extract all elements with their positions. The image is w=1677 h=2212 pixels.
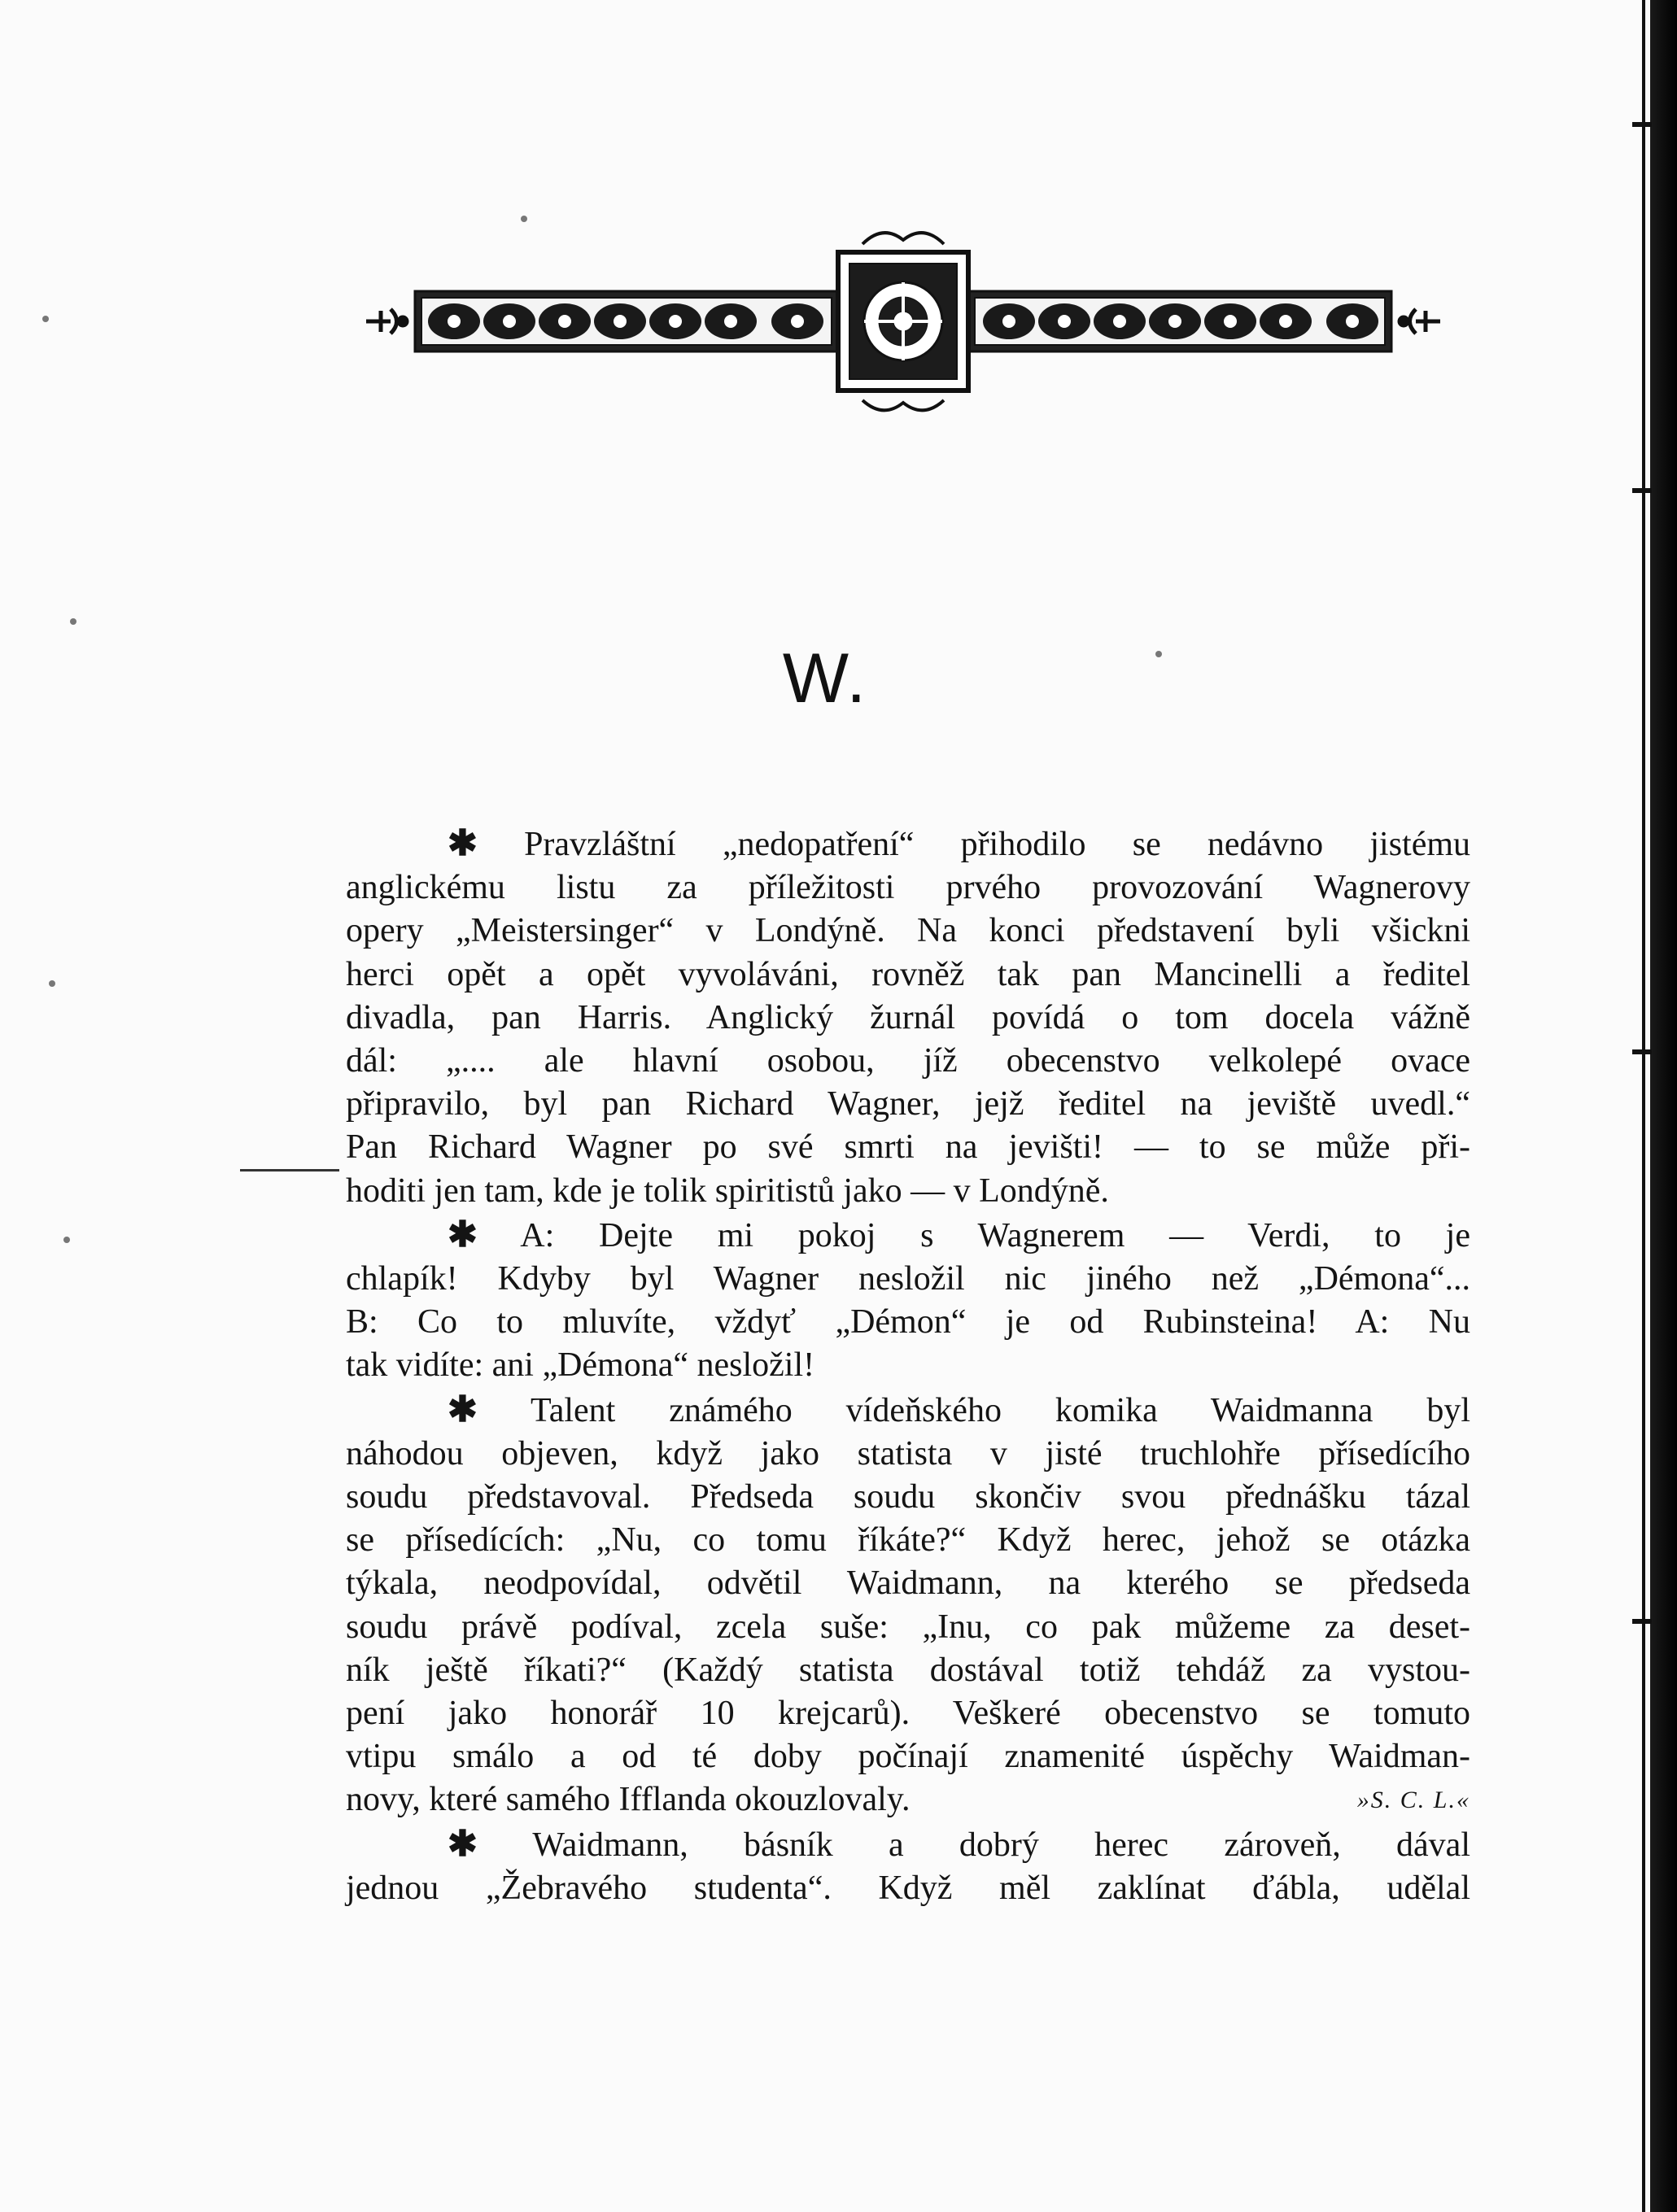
scan-speck (49, 980, 55, 987)
text-line: vtipu smálo a od té doby počínají znamenité úspěchy Waidman- (346, 1738, 1470, 1776)
asterisk-icon: ✱ (448, 1389, 478, 1429)
page-edge-tick (1632, 1619, 1652, 1624)
text-line: hoditi jen tam, kde je tolik spiritistů jako — v Londýně. (346, 1171, 1109, 1210)
margin-pencil-mark (240, 1169, 339, 1171)
scan-border (1650, 0, 1677, 2212)
text-line: divadla, pan Harris. Anglický žurnál povídá o tom docela vážně (346, 998, 1470, 1036)
page-edge-tick (1632, 122, 1652, 127)
text-line: ník ještě říkati?“ (Každý statista dostával totiž tehdáž za vystou- (346, 1651, 1470, 1689)
ornamental-headpiece-icon (358, 220, 1448, 423)
text-line: se přísedících: „Nu, co tomu říkáte?“ Když herec, jehož se otázka (346, 1521, 1470, 1560)
text-line: ✱ Talent známého vídeňského komika Waidmanna byl (448, 1389, 1470, 1429)
text-line: soudu představoval. Předseda soudu skončiv svou přednášku tázal (346, 1478, 1470, 1516)
text-line: ✱ Pravzláštní „nedopatření“ přihodilo se nedávno jistému (448, 823, 1471, 863)
text-line: anglickému listu za příležitosti prvého provozování Wagnerovy (346, 869, 1470, 907)
asterisk-icon: ✱ (448, 1214, 478, 1254)
text-line: týkala, neodpovídal, odvětil Waidmann, na kterého se předseda (346, 1564, 1470, 1603)
text-line: ✱ A: Dejte mi pokoj s Wagnerem — Verdi, to je (448, 1214, 1470, 1254)
text-line: B: Co to mluvíte, vždyť „Démon“ je od Rubinsteina! A: Nu (346, 1303, 1470, 1342)
anecdote-paragraph (346, 1822, 1470, 1910)
text-line: pení jako honorář 10 krejcarů). Veškeré obecenstvo se tomuto (346, 1695, 1470, 1733)
anecdote-paragraph (346, 822, 1470, 1213)
scan-speck (42, 316, 49, 322)
text-line: novy, které samého Ifflanda okouzlovaly. »S. C. L.« (346, 1778, 1470, 1822)
page-edge-tick (1632, 1049, 1652, 1054)
text-line: tak vidíte: ani „Démona“ nesložil! (346, 1346, 815, 1385)
page-edge-tick (1632, 488, 1652, 493)
text-line: chlapík! Kdyby byl Wagner nesložil nic jiného než „Démona“... (346, 1260, 1470, 1298)
text-line: ✱ Waidmann, básník a dobrý herec zároveň, dával (448, 1823, 1470, 1864)
text-line: náhodou objeven, když jako statista v jisté truchlohře přísedícího (346, 1434, 1470, 1472)
text-line: Pan Richard Wagner po své smrti na jevišti! — to se může při- (346, 1128, 1470, 1167)
text-line: dál: „.... ale hlavní osobou, jíž obecenstvo velkolepé ovace (346, 1042, 1470, 1080)
scan-speck (70, 618, 76, 625)
text-line: herci opět a opět vyvoláváni, rovněž tak pan Mancinelli a ředitel (346, 955, 1470, 993)
source-signature: »S. C. L.« (1356, 1787, 1470, 1814)
section-letter-heading: W. (782, 639, 868, 718)
anecdote-paragraph (346, 1213, 1470, 1388)
text-line: jednou „Žebravého studenta“. Když měl zaklínat ďábla, udělal (346, 1869, 1470, 1907)
text-line: soudu právě podíval, zcela suše: „Inu, co pak můžeme za deset- (346, 1608, 1470, 1646)
body-text (346, 822, 1470, 1910)
scan-speck (63, 1237, 70, 1243)
text-line: opery „Meistersinger“ v Londýně. Na konci představení byli všickni (346, 912, 1470, 950)
text-line: připravilo, byl pan Richard Wagner, jejž ředitel na jeviště uvedl.“ (346, 1085, 1470, 1123)
asterisk-icon: ✱ (448, 1823, 478, 1864)
anecdote-paragraph (346, 1388, 1470, 1822)
asterisk-icon: ✱ (448, 823, 478, 863)
page-edge-line (1642, 0, 1645, 2212)
